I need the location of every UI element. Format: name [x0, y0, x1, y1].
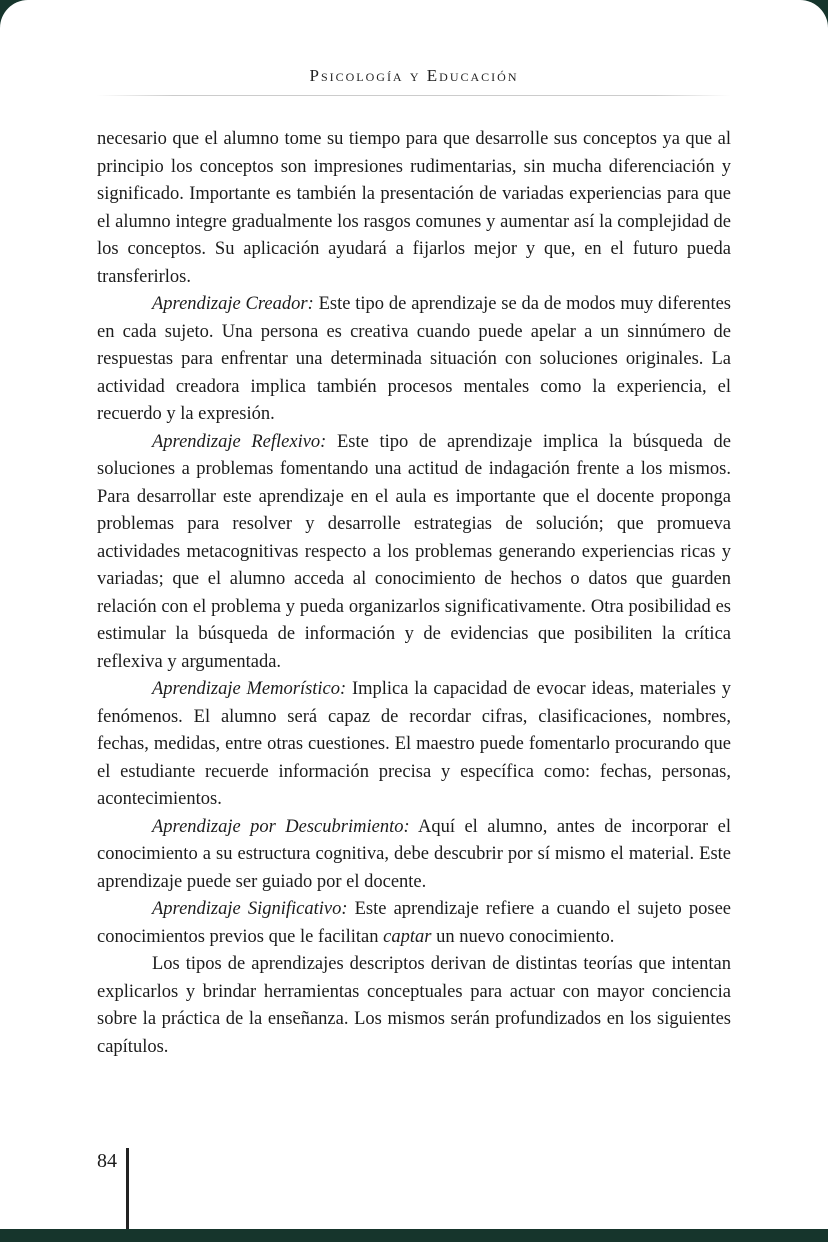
paragraph-text: un nuevo conocimiento. — [431, 926, 615, 947]
paragraph-lead: Aprendizaje Reflexivo: — [152, 431, 327, 452]
paragraph-text: Implica la capacidad de evocar ideas, materiales y fenómenos. El alumno será capaz de recordar cifras, clasificaciones, nombres, fechas, medidas, entre otras cuestiones. El maestro puede fomentarlo procurando que el estudiante recuerde información precisa y específica como: fechas, personas, acontecimientos. — [97, 679, 731, 809]
paragraph-lead: Aprendizaje Memorístico: — [152, 679, 347, 699]
paragraph-text: Este aprendizaje refiere a cuando el sujeto posee conocimientos previos que le facilitan — [97, 899, 731, 947]
bottom-bar — [0, 1229, 828, 1242]
paragraph-text: Este tipo de aprendizaje se da de modos muy diferentes en cada sujeto. Una persona es creativa cuando puede apelar a un sinnúmero de respuestas para enfrentar una determinada situación con soluciones originales. La actividad creadora implica también procesos mentales como la experiencia, el recuerdo y la expresión. — [97, 294, 731, 424]
page-footer — [97, 1148, 129, 1230]
paragraph-text: Este tipo de aprendizaje implica la búsqueda de soluciones a problemas fomentando una actitud de indagación frente a los mismos. Para desarrollar este aprendizaje en el aula es importante que el docente proponga problemas para resolver y desarrolle estrategias de solución; que promueva actividades metacognitivas respecto a los problemas generando experiencias ricas y variadas; que el alumno acceda al conocimiento de hechos o datos que guarden relación con el problema y pueda organizarlos significativamente. Otra posibilidad es estimular la búsqueda de información y de evidencias que posibiliten la crítica reflexiva y argumentada. — [97, 431, 731, 672]
page-number: 84 — [97, 1150, 117, 1172]
running-head-title: Psicología y Educación — [309, 66, 519, 85]
body-text — [97, 126, 731, 1061]
paragraph-aprendizaje-significativo — [97, 896, 731, 951]
paragraph-aprendizaje-reflexivo — [97, 429, 731, 677]
page-header — [97, 66, 731, 96]
paragraph-closing — [97, 951, 731, 1061]
paragraph-aprendizaje-memoristico — [97, 676, 731, 814]
paragraph-text: Los tipos de aprendizajes descriptos derivan de distintas teorías que intentan explicarlos y brindar herramientas conceptuales para actuar con mayor conciencia sobre la práctica de la enseñanza. Los mismos serán profundizados en los siguientes capítulos. — [97, 954, 731, 1057]
footer-vertical-rule — [126, 1148, 129, 1230]
paragraph-text: necesario que el alumno tome su tiempo para que desarrolle sus conceptos ya que al principio los conceptos son impresiones rudimentarias, sin mucha diferenciación y significado. Importante es también la presentación de variadas experiencias para que el alumno integre gradualmente los rasgos comunes y aumentar así la complejidad de los conceptos. Su aplicación ayudará a fijarlos mejor y que, en el futuro pueda transferirlos. — [97, 129, 731, 287]
paragraph-intro — [97, 126, 731, 291]
paragraph-italic-word: captar — [383, 926, 432, 947]
paragraph-aprendizaje-descubrimiento — [97, 814, 731, 897]
paragraph-text: Aquí el alumno, antes de incorporar el conocimiento a su estructura cognitiva, debe descubrir por sí mismo el material. Este aprendizaje puede ser guiado por el docente. — [97, 816, 731, 892]
paragraph-aprendizaje-creador — [97, 291, 731, 429]
paragraph-lead: Aprendizaje Significativo: — [152, 899, 348, 919]
header-rule — [97, 95, 731, 96]
paragraph-lead: Aprendizaje Creador: — [152, 294, 314, 314]
paragraph-lead: Aprendizaje por Descubrimiento: — [152, 816, 410, 837]
